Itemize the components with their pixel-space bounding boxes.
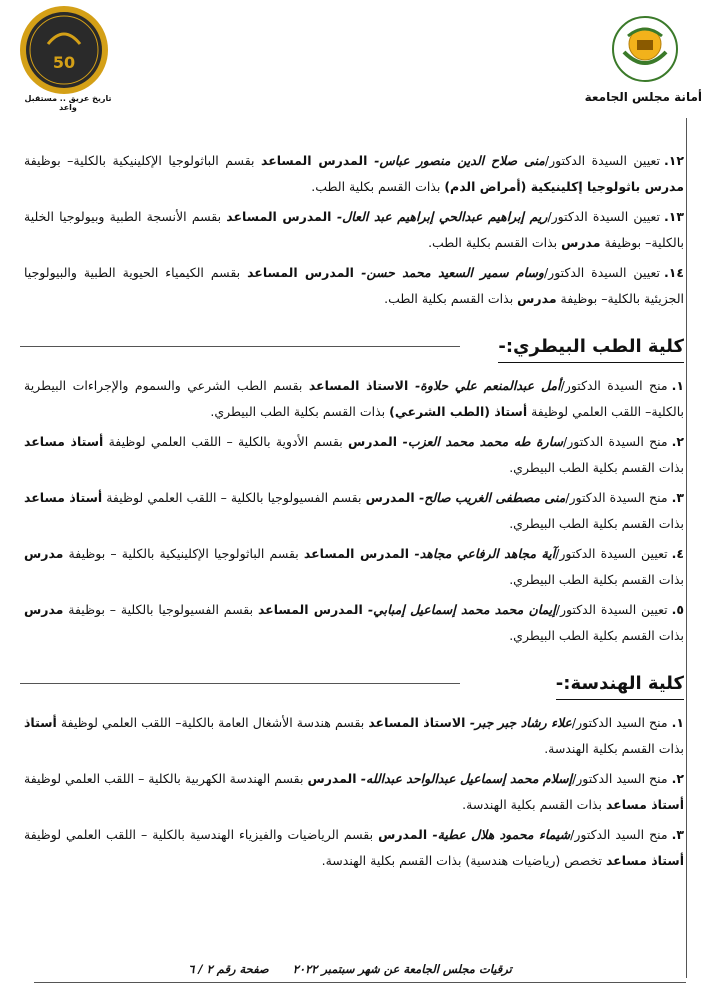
list-item (24, 373, 684, 425)
item-number: ٢. (671, 771, 684, 786)
item-number: ١٤. (664, 265, 685, 280)
item-suffix: بذات القسم بكلية الطب البيطري. (509, 516, 684, 531)
item-text: بقسم الكيمياء الحيوية الطبية والبيولوجيا الجزيئية بالكلية– بوظيفة (24, 265, 684, 306)
section-rule (20, 346, 460, 347)
person-name: ريم إبراهيم عبدالحي إبراهيم عبد العال- (331, 209, 548, 224)
current-post: المدرس (307, 771, 357, 786)
item-prefix: تعيين السيدة الدكتور/ (544, 153, 660, 168)
university-emblem-icon (610, 14, 680, 84)
item-prefix: منح السيد الدكتور/ (570, 827, 668, 842)
new-post: مدرس باثولوجيا إكلينيكية (أمراض الدم) (444, 179, 684, 194)
new-post: مدرس (561, 235, 601, 250)
item-suffix: بذات القسم بكلية الطب البيطري. (509, 572, 684, 587)
item-prefix: تعيين السيدة الدكتور/ (543, 265, 660, 280)
current-post: المدرس المساعد (226, 209, 332, 224)
logo-number: 50 (52, 53, 76, 72)
person-name: أمل عبدالمنعم علي حلاوة- (408, 378, 561, 393)
footer-text: ترقيات مجلس الجامعة عن شهر سبتمبر ٢٠٢٢ (292, 962, 512, 976)
person-name: إيمان محمد محمد إسماعيل إمبابي- (362, 602, 556, 617)
list-item (24, 597, 684, 649)
section-rule (20, 683, 460, 684)
item-text: بقسم الأنسجة الطبية وبيولوجيا الخلية بالكلية– بوظيفة (24, 209, 684, 250)
current-post: الاستاذ المساعد (368, 715, 466, 730)
list-item (24, 148, 684, 200)
person-name: شيماء محمود هلال عطية- (427, 827, 571, 842)
page-number: صفحة رقم ٢ / ٦ (188, 962, 269, 976)
frame-line (686, 118, 687, 978)
person-name: علاء رشاد جبر جبر- (465, 715, 572, 730)
item-prefix: تعيين السيدة الدكتور/ (555, 602, 668, 617)
current-post: المدرس المساعد (260, 153, 368, 168)
vet-items-list (24, 373, 684, 649)
item-text: بقسم الأدوية بالكلية – اللقب العلمي لوظيفة (103, 434, 349, 449)
new-post: أستاذ مساعد (24, 434, 104, 449)
item-number: ٢. (671, 434, 685, 449)
new-post: مدرس (24, 546, 64, 561)
item-number: ٣. (671, 827, 684, 842)
item-text: بقسم هندسة الأشغال العامة بالكلية– اللقب العلمي لوظيفة (56, 715, 369, 730)
list-item (24, 710, 684, 762)
new-post: أستاذ مساعد (605, 853, 684, 868)
item-prefix: منح السيد الدكتور/ (572, 771, 668, 786)
item-number: ٤. (671, 546, 685, 561)
item-suffix: تخصص (رياضيات هندسية) بذات القسم بكلية الهندسة. (321, 853, 606, 868)
item-number: ١. (671, 715, 684, 730)
list-item (24, 260, 684, 312)
item-suffix: بذات القسم بكلية الهندسة. (462, 797, 606, 812)
new-post: مدرس (24, 602, 64, 617)
person-name: منى صلاح الدين منصور عباس- (367, 153, 545, 168)
item-suffix: بذات القسم بكلية الطب البيطري. (509, 460, 684, 475)
section-title-vet: كلية الطب البيطري:- (498, 334, 684, 363)
list-item (24, 766, 684, 818)
new-post: مدرس (517, 291, 557, 306)
item-text: بقسم الباثولوجيا الإكلينيكية بالكلية– بوظيفة (24, 153, 261, 168)
item-suffix: بذات القسم بكلية الطب. (311, 179, 445, 194)
item-text: بقسم الفسيولوجيا بالكلية – بوظيفة (63, 602, 258, 617)
anniversary-logo-icon (18, 4, 110, 96)
list-item (24, 429, 684, 481)
list-item (24, 204, 684, 256)
item-suffix: بذات القسم بكلية الطب. (428, 235, 562, 250)
eng-section-header (24, 653, 684, 710)
item-prefix: تعيين السيدة الدكتور/ (555, 546, 668, 561)
current-post: المدرس (348, 434, 398, 449)
item-suffix: بذات القسم بكلية الهندسة. (544, 741, 684, 756)
current-post: المدرس المساعد (303, 546, 409, 561)
item-prefix: منح السيدة الدكتور/ (560, 378, 668, 393)
item-prefix: منح السيدة الدكتور/ (562, 434, 668, 449)
item-text: بقسم الطب الشرعي والسموم والإجراءات البيطرية بالكلية– اللقب العلمي لوظيفة (24, 378, 684, 419)
item-text: بقسم الفسيولوجيا بالكلية – اللقب العلمي لوظيفة (102, 490, 366, 505)
list-item (24, 822, 684, 874)
logo-caption: تاريخ عريق .. مستقبل واعد (24, 94, 112, 112)
item-number: ١٢. (663, 153, 684, 168)
item-suffix: بذات القسم بكلية الطب البيطري. (210, 404, 390, 419)
item-suffix: بذات القسم بكلية الطب. (384, 291, 518, 306)
current-post: المدرس المساعد (247, 265, 354, 280)
list-item (24, 541, 684, 593)
person-name: آية مجاهد الرفاعي مجاهد- (409, 546, 556, 561)
eng-items-list (24, 710, 684, 874)
item-text: بقسم الرياضيات والفيزياء الهندسية بالكلية – اللقب العلمي لوظيفة (24, 827, 379, 842)
item-number: ١٣. (663, 209, 684, 224)
new-post: أستاذ مساعد (605, 797, 684, 812)
person-name: وسام سمير السعيد محمد حسن- (353, 265, 544, 280)
new-post: أستاذ (24, 715, 57, 730)
item-text: بقسم الباثولوجيا الإكلينيكية بالكلية – بوظيفة (63, 546, 304, 561)
new-post: أستاذ (الطب الشرعي) (389, 404, 528, 419)
item-number: ٣. (671, 490, 684, 505)
current-post: الاستاذ المساعد (308, 378, 409, 393)
council-title: أمانة مجلس الجامعة (584, 90, 702, 104)
person-name: سارة طه محمد محمد العزب- (397, 434, 563, 449)
current-post: المدرس (378, 827, 428, 842)
item-number: ٥. (671, 602, 685, 617)
item-suffix: بذات القسم بكلية الطب البيطري. (509, 628, 684, 643)
item-number: ١. (671, 378, 684, 393)
person-name: إسلام محمد إسماعيل عبدالواحد عبدالله- (356, 771, 573, 786)
list-item (24, 485, 684, 537)
new-post: أستاذ مساعد (24, 490, 103, 505)
vet-section-header (24, 316, 684, 373)
item-prefix: تعيين السيدة الدكتور/ (547, 209, 660, 224)
item-text: بقسم الهندسة الكهربية بالكلية – اللقب العلمي لوظيفة (24, 771, 308, 786)
current-post: المدرس (365, 490, 415, 505)
page-footer (180, 962, 520, 976)
section-title-eng: كلية الهندسة:- (556, 671, 684, 700)
top-items-list (24, 148, 684, 312)
footer-rule (34, 982, 686, 983)
current-post: المدرس المساعد (257, 602, 363, 617)
item-prefix: منح السيد الدكتور/ (571, 715, 668, 730)
item-prefix: منح السيدة الدكتور/ (565, 490, 668, 505)
document-body (24, 148, 684, 878)
person-name: منى مصطفى الغريب صالح- (414, 490, 566, 505)
